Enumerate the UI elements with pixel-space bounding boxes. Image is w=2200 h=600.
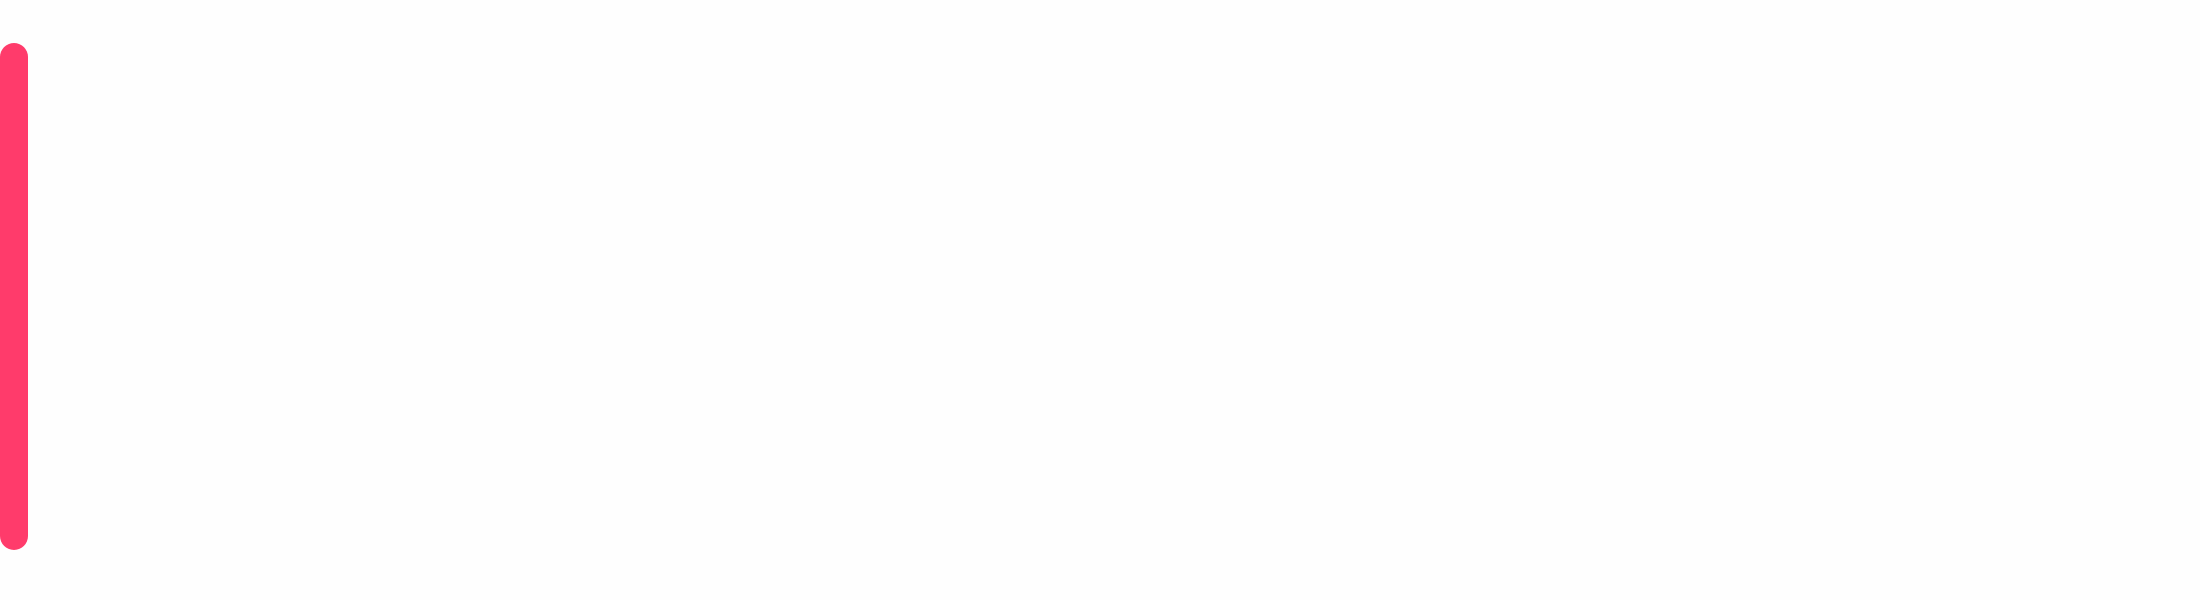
accent-bar bbox=[0, 43, 28, 550]
